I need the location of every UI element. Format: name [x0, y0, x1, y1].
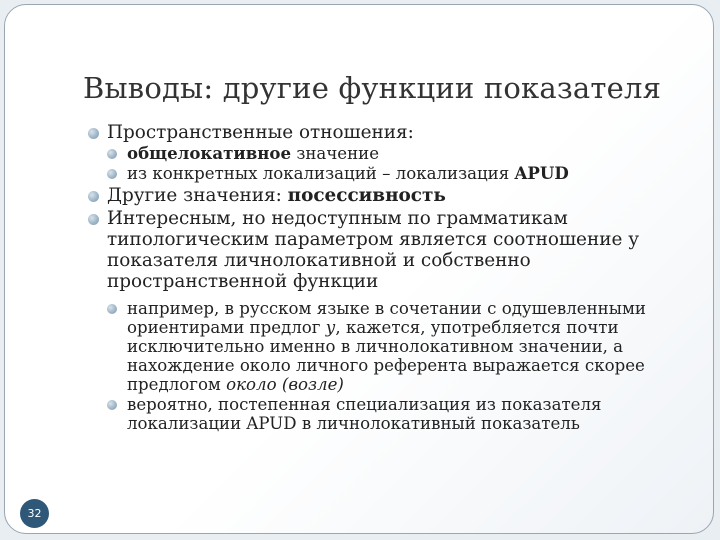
sub-bullet-text: из конкретных локализаций – локализация [127, 164, 515, 183]
sub-bullet-apud [85, 164, 705, 183]
sub-bullet-text: например, в русском языке в сочетании с одушевленными ориентирами предлог [127, 299, 646, 337]
bold-term: APUD [514, 163, 569, 183]
bullet-text: Другие значения: [107, 185, 288, 206]
bold-term: посессивность [287, 185, 446, 206]
page-number-badge: 32 [20, 499, 49, 528]
bullet-icon [107, 400, 117, 410]
bullet-icon [107, 304, 117, 314]
bullet-item-other-meanings [85, 185, 705, 206]
sub-bullet-text: , кажется, употребляется почти исключительно именно в личнолокативном значении, а нахождение около личного референта выражается скорее предлогом [127, 318, 645, 394]
bullet-icon [88, 191, 99, 202]
bullet-text: Пространственные отношения: [107, 122, 414, 143]
italic-term: около (возле) [226, 375, 344, 394]
slide-content [85, 122, 705, 433]
sub-bullet-text: значение [291, 144, 380, 163]
slide-title: Выводы: другие функции показателя [83, 71, 662, 105]
slide [4, 4, 714, 534]
bold-term: общелокативное [127, 143, 292, 163]
bullet-icon [88, 128, 99, 139]
bullet-icon [107, 169, 117, 179]
bullet-icon [107, 149, 117, 159]
bullet-icon [88, 214, 99, 225]
bullet-text: Интересным, но недоступным по грамматикам типологическим параметром является соотношение у показателя личнолокативной и собственно пространственной функции [107, 208, 640, 292]
sub-bullet-russian-example [85, 299, 705, 394]
sub-bullet-text: вероятно, постепенная специализация из показателя локализации APUD в личнолокативный показатель [127, 395, 602, 433]
bullet-item-interesting [85, 208, 705, 292]
italic-term: у [325, 318, 336, 337]
sub-bullet-general-locative [85, 144, 705, 163]
sub-bullet-specialization [85, 395, 705, 433]
bullet-item-spatial [85, 122, 705, 143]
